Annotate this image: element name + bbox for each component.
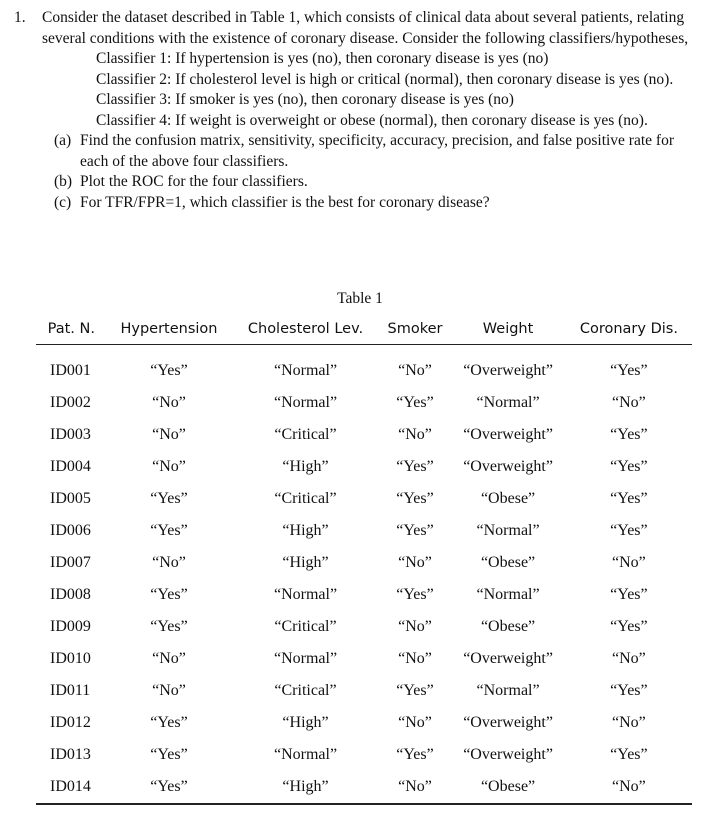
table-cell: ID013 bbox=[50, 746, 91, 763]
column-header: Hypertension bbox=[107, 314, 232, 345]
table-cell: “No” bbox=[152, 394, 186, 411]
column-header: Pat. N. bbox=[36, 314, 107, 345]
table-cell: “Obese” bbox=[480, 618, 536, 635]
table-cell: “Overweight” bbox=[463, 650, 553, 667]
classifier-item: Classifier 2: If cholesterol level is high or critical (normal), then coronary disease is yes (no). bbox=[96, 70, 674, 88]
table-cell: “High” bbox=[282, 554, 329, 571]
table-cell: “No” bbox=[152, 682, 186, 699]
classifier-list bbox=[96, 49, 704, 131]
table-cell: “Normal” bbox=[273, 586, 338, 603]
part-label: (b) bbox=[54, 173, 73, 190]
table-cell: “Yes” bbox=[610, 458, 648, 475]
table-cell: “Yes” bbox=[610, 522, 648, 539]
classifier-item: Classifier 4: If weight is overweight or obese (normal), then coronary disease is yes (no). bbox=[96, 111, 648, 129]
column-header: Weight bbox=[450, 314, 565, 345]
table-row bbox=[36, 419, 692, 451]
table-cell: “Yes” bbox=[396, 458, 434, 475]
table-cell: “Yes” bbox=[150, 586, 188, 603]
table-cell: “Yes” bbox=[396, 490, 434, 507]
table-cell: “Obese” bbox=[450, 771, 565, 804]
table-cell: “Yes” bbox=[150, 714, 188, 731]
table-cell: “Yes” bbox=[150, 362, 188, 379]
table-cell: “High” bbox=[282, 714, 329, 731]
table-cell: ID003 bbox=[50, 426, 91, 443]
question-part bbox=[54, 172, 704, 193]
table-cell: “No” bbox=[612, 714, 646, 731]
table-cell: “No” bbox=[566, 771, 692, 804]
question-part bbox=[54, 131, 704, 172]
table-cell: “No” bbox=[398, 618, 432, 635]
table-cell: “Obese” bbox=[480, 554, 536, 571]
table-cell: “No” bbox=[398, 554, 432, 571]
table-cell: “Yes” bbox=[396, 746, 434, 763]
table-cell: “Normal” bbox=[273, 394, 338, 411]
table-cell: “No” bbox=[398, 362, 432, 379]
table-cell: “Critical” bbox=[274, 682, 337, 699]
table-cell: “No” bbox=[398, 426, 432, 443]
table-cell: ID010 bbox=[50, 650, 91, 667]
table-cell: “No” bbox=[152, 458, 186, 475]
table-cell: “No” bbox=[612, 554, 646, 571]
table-cell: “Critical” bbox=[274, 618, 337, 635]
table-row bbox=[36, 675, 692, 707]
table-cell: “Yes” bbox=[150, 618, 188, 635]
table-row bbox=[36, 579, 692, 611]
table-row bbox=[36, 483, 692, 515]
table-cell: ID009 bbox=[50, 618, 91, 635]
part-label: (a) bbox=[54, 132, 72, 149]
table-row bbox=[36, 345, 692, 388]
table-cell: “Yes” bbox=[396, 394, 434, 411]
table-cell: “Overweight” bbox=[463, 426, 553, 443]
table-row bbox=[36, 547, 692, 579]
table-cell: “Yes” bbox=[610, 490, 648, 507]
table-cell: “High” bbox=[282, 458, 329, 475]
table-cell: “Yes” bbox=[396, 586, 434, 603]
classifier-item: Classifier 3: If smoker is yes (no), then coronary disease is yes (no) bbox=[96, 91, 514, 108]
question-part bbox=[54, 193, 704, 214]
classifier-item: Classifier 1: If hypertension is yes (no), then coronary disease is yes (no) bbox=[96, 50, 549, 67]
table-cell: “Normal” bbox=[476, 522, 540, 539]
table-cell: “Yes” bbox=[610, 362, 648, 379]
table-cell: ID005 bbox=[50, 490, 91, 507]
table-cell: “Yes” bbox=[610, 682, 648, 699]
question-body bbox=[42, 8, 704, 213]
table-cell: “Yes” bbox=[150, 522, 188, 539]
table-cell: “No” bbox=[398, 650, 432, 667]
table-cell: ID001 bbox=[50, 362, 91, 379]
table-cell: “Yes” bbox=[150, 746, 188, 763]
table-cell: “No” bbox=[612, 650, 646, 667]
table-cell: “No” bbox=[398, 714, 432, 731]
table-cell: “Normal” bbox=[476, 394, 540, 411]
table-cell: “High” bbox=[231, 771, 379, 804]
table-cell: “Yes” bbox=[150, 490, 188, 507]
table-cell: ID008 bbox=[50, 586, 91, 603]
patient-table bbox=[36, 314, 692, 805]
table-row bbox=[36, 451, 692, 483]
question-number: 1. bbox=[14, 9, 26, 26]
question-intro: Consider the dataset described in Table 1, which consists of clinical data about several patients, relating several conditions with the existence of coronary disease. Consider the following classifiers/hypotheses, bbox=[42, 9, 689, 47]
table-cell: ID007 bbox=[50, 554, 91, 571]
question-parts bbox=[54, 131, 704, 213]
table-cell: “Yes” bbox=[610, 586, 648, 603]
table-cell: “Yes” bbox=[396, 682, 434, 699]
table-row bbox=[36, 387, 692, 419]
table-row bbox=[36, 707, 692, 739]
table-row bbox=[36, 643, 692, 675]
table-cell: “No” bbox=[612, 394, 646, 411]
column-header: Cholesterol Lev. bbox=[231, 314, 379, 345]
table-cell: “Overweight” bbox=[463, 362, 553, 379]
table-cell: ID004 bbox=[50, 458, 91, 475]
table-cell: ID006 bbox=[50, 522, 91, 539]
column-header: Coronary Dis. bbox=[566, 314, 692, 345]
table-cell: “Overweight” bbox=[463, 746, 553, 763]
table-row bbox=[36, 771, 692, 804]
table-row bbox=[36, 739, 692, 771]
table-cell: “Overweight” bbox=[463, 714, 553, 731]
part-text: For TFR/FPR=1, which classifier is the best for coronary disease? bbox=[80, 193, 490, 211]
table-cell: “Yes” bbox=[610, 426, 648, 443]
part-label: (c) bbox=[54, 193, 72, 211]
table-cell: “No” bbox=[152, 650, 186, 667]
table-caption: Table 1 bbox=[337, 290, 383, 307]
table-cell: “No” bbox=[152, 554, 186, 571]
table-cell: ID014 bbox=[36, 771, 107, 804]
table-cell: “Normal” bbox=[273, 746, 338, 763]
table-cell: “Yes” bbox=[396, 522, 434, 539]
question-block bbox=[14, 8, 704, 213]
table-cell: “Overweight” bbox=[463, 458, 553, 475]
table-row bbox=[36, 515, 692, 547]
table-cell: “Yes” bbox=[610, 618, 648, 635]
table-cell: “Normal” bbox=[273, 362, 338, 379]
table-cell: “Critical” bbox=[274, 426, 337, 443]
table-body bbox=[36, 345, 692, 805]
table-cell: “No” bbox=[152, 426, 186, 443]
table-cell: “Normal” bbox=[273, 650, 338, 667]
table-cell: “Yes” bbox=[107, 771, 232, 804]
column-header: Smoker bbox=[380, 314, 451, 345]
table-cell: ID011 bbox=[50, 682, 91, 699]
table-cell: ID002 bbox=[50, 394, 91, 411]
part-text: Find the confusion matrix, sensitivity, specificity, accuracy, precision, and false positive rate for each of the above four classifiers. bbox=[80, 132, 674, 170]
table-cell: “No” bbox=[380, 771, 451, 804]
part-text: Plot the ROC for the four classifiers. bbox=[80, 173, 308, 190]
table-header-row bbox=[36, 314, 692, 345]
table-cell: “Critical” bbox=[274, 490, 337, 507]
table-cell: ID012 bbox=[50, 714, 91, 731]
table-cell: “Yes” bbox=[610, 746, 648, 763]
table-row bbox=[36, 611, 692, 643]
table-cell: “Normal” bbox=[476, 682, 540, 699]
table-cell: “Obese” bbox=[480, 490, 536, 507]
table-cell: “High” bbox=[282, 522, 329, 539]
table-cell: “Normal” bbox=[476, 586, 540, 603]
